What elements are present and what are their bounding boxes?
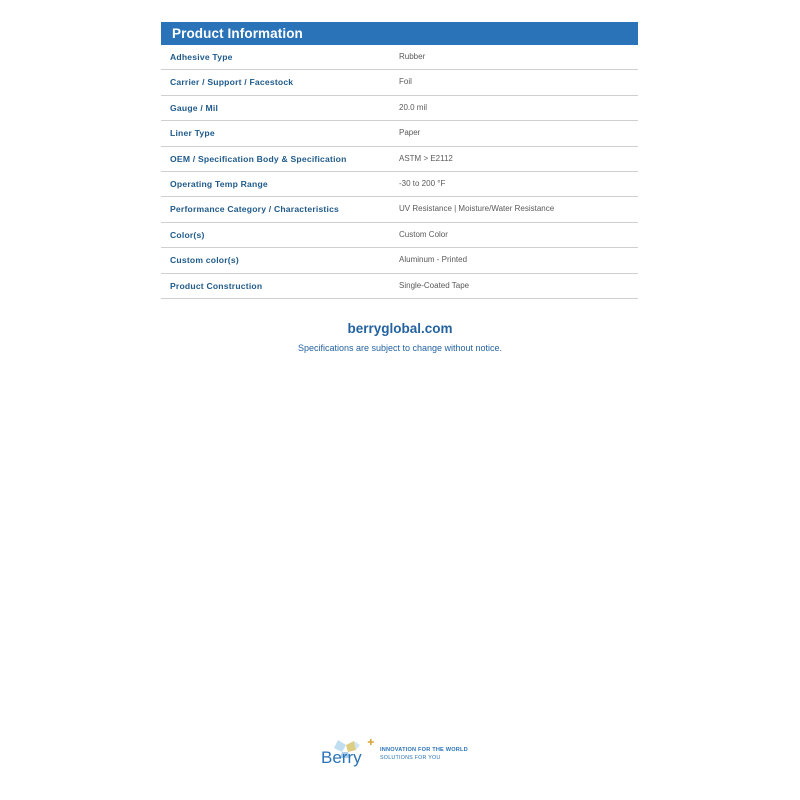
berry-logo-icon: [320, 736, 380, 772]
row-value: UV Resistance | Moisture/Water Resistance: [399, 204, 555, 214]
website-link[interactable]: berryglobal.com: [347, 321, 453, 336]
row-value: Rubber: [399, 52, 426, 61]
row-label: Operating Temp Range: [170, 178, 268, 189]
brand-footer: [320, 736, 490, 772]
row-value: -30 to 200 °F: [399, 178, 446, 188]
table-row: [161, 147, 638, 172]
brand-tagline-primary: INNOVATION FOR THE WORLD: [380, 747, 468, 753]
logo-wordmark: Berry: [321, 748, 362, 767]
row-value: Single-Coated Tape: [399, 280, 470, 290]
row-value: ASTM > E2112: [399, 153, 453, 163]
row-label: Product Construction: [170, 280, 263, 291]
table-row: [161, 70, 638, 95]
row-label: Gauge / Mil: [170, 102, 219, 113]
row-label: Custom color(s): [170, 255, 239, 266]
table-row: [161, 223, 638, 248]
table-row: [161, 248, 638, 273]
table-row: [161, 274, 638, 299]
row-label: Carrier / Support / Facestock: [170, 77, 294, 88]
row-value: Aluminum - Printed: [399, 255, 468, 265]
specification-notice: Specifications are subject to change without notice.: [297, 343, 503, 353]
table-row: [161, 197, 638, 222]
row-label: Performance Category / Characteristics: [170, 204, 340, 215]
section-title: Product Information: [161, 22, 638, 45]
row-label: Color(s): [170, 229, 205, 240]
row-value: 20.0 mil: [399, 102, 428, 112]
row-label: OEM / Specification Body & Specification: [170, 153, 347, 164]
row-value: Paper: [399, 128, 421, 138]
table-row: [161, 45, 638, 70]
table-row: [161, 172, 638, 197]
spec-table: [161, 45, 638, 299]
row-value: Foil: [399, 77, 412, 87]
brand-tagline-secondary: SOLUTIONS FOR YOU: [380, 755, 441, 761]
table-row: [161, 121, 638, 146]
row-label: Liner Type: [170, 128, 215, 139]
row-label: Adhesive Type: [170, 52, 233, 62]
table-row: [161, 96, 638, 121]
row-value: Custom Color: [399, 229, 448, 239]
